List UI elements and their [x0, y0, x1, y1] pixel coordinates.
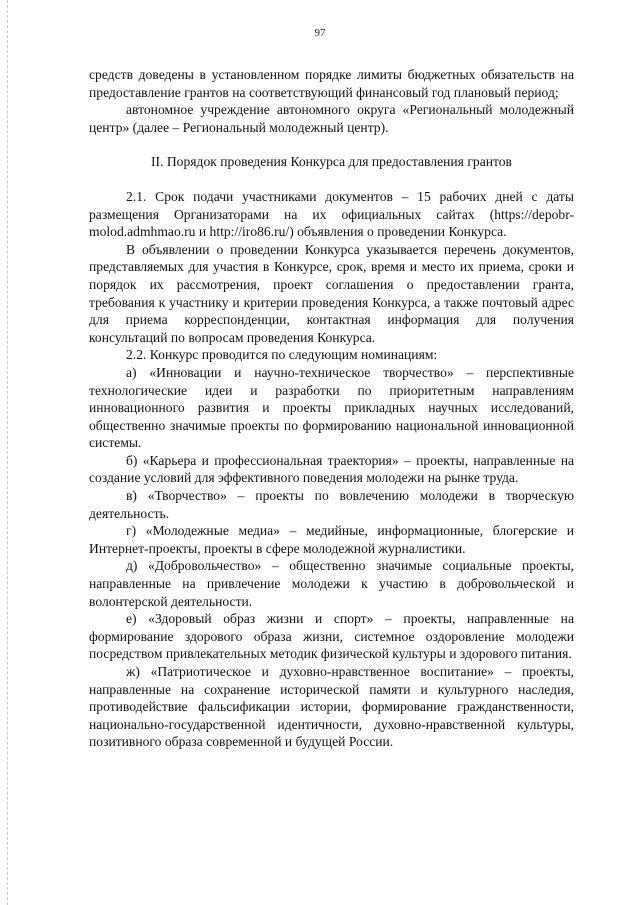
nomination-g-media: г) «Молодежные медиа» – медийные, информационные, блогерские и Интернет-проекты, проекты в сфере молодежной журналистики. — [89, 523, 574, 556]
paragraph-2-2-nominations: 2.2. Конкурс проводится по следующим номинациям: — [126, 347, 438, 363]
nomination-e-healthy-lifestyle: е) «Здоровый образ жизни и спорт» – проекты, направленные на формирование здорового образа жизни, системное оздоровление молодежи посредством привлекательных методик физической культуры и здорового питания. — [89, 611, 574, 662]
nomination-b-career: б) «Карьера и профессиональная траектория» – проекты, направленные на создание условий для эффективного поведения молодежи на рынке труда. — [89, 452, 574, 486]
nomination-a-innovation: а) «Инновации и научно-техническое творчество» – перспективные технологические идеи и разработки по приоритетным направлениям инновационного развития и проекты прикладных научных исследований, общественно значимые проекты по формированию национальной инновационной системы. — [89, 364, 574, 451]
paragraph-announcement: В объявлении о проведении Конкурса указывается перечень документов, представляемых для участия в Конкурсе, срок, время и место их приема, сроки и порядок их рассмотрения, проект соглашения о предоставлении гранта, требования к участнику и критерии проведения Конкурса, а также почтовый адрес для приема корреспонденции, контактная информация для получения консультаций по вопросам проведения Конкурса. — [89, 241, 574, 345]
nomination-d-volunteering: д) «Добровольчество» – общественно значимые социальные проекты, направленные на привлечение молодежи к участию в добровольческой и волонтерской деятельности. — [89, 558, 574, 609]
section-heading: II. Порядок проведения Конкурса для предоставления грантов — [151, 154, 512, 170]
document-body — [89, 66, 574, 751]
nomination-v-creativity: в) «Творчество» – проекты по вовлечению молодежи в творческую деятельность. — [89, 488, 574, 521]
nomination-zh-patriotic: ж) «Патриотическое и духовно-нравственное воспитание» – проекты, направленные на сохранение исторической памяти и культурного наследия, противодействие фальсификации истории, формирование гражданственности, национально-государственной идентичности, духовно-нравственной культуры, позитивного образа современной и будущей России. — [89, 664, 574, 750]
paragraph-youth-center: автономное учреждение автономного округа «Региональный молодежный центр» (далее – Региональный молодежный центр). — [89, 102, 574, 135]
paragraph-2-1-deadline: 2.1. Срок подачи участниками документов – 15 рабочих дней с даты размещения Организаторами на их официальных сайтах (https://depobr-molod.admhmao.ru и http://iro86.ru/) объявления о проведении Конкурса. — [89, 188, 574, 240]
paragraph-budget-limits: средств доведены в установленном порядке лимиты бюджетных обязательств на предоставление грантов на соответствующий финансовый год плановый период; — [89, 67, 574, 100]
page-number: 97 — [314, 27, 326, 39]
scan-edge-line — [7, 0, 8, 905]
